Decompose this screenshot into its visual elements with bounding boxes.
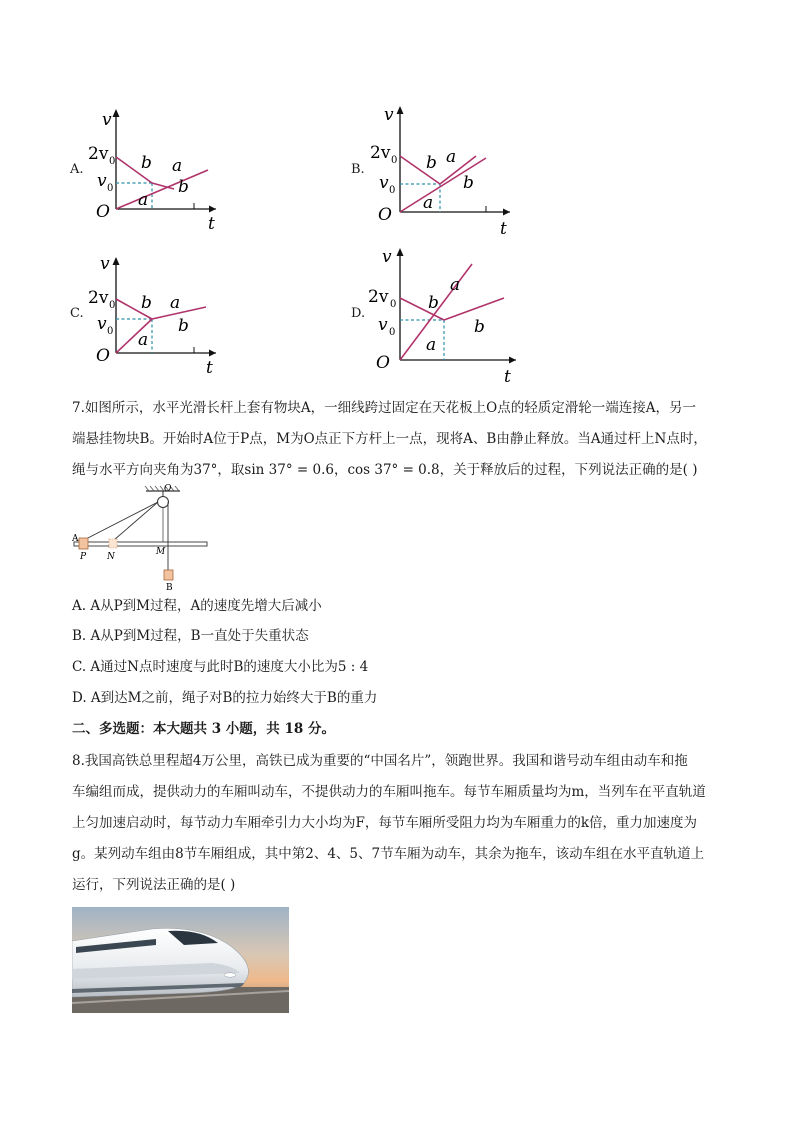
label-A: A [72,534,79,544]
curve-label-a-upper: a [170,293,181,313]
q8-line-4: g。某列动车组由8节车厢组成，其中第2、4、5、7节车厢为动车，其余为拖车，该动车组在水平直轨道上 [72,846,705,862]
q8-line-3: 上匀加速启动时，每节动力车厢牵引力大小均为F，每节车厢所受阻力均为车厢重力的k倍，重力加速度为 [72,815,698,831]
t-axis-arrow [503,209,510,216]
label-t: t [500,219,507,239]
label-t: t [504,367,511,387]
label-v: v [100,254,110,274]
t-axis-arrow [209,206,216,213]
label-origin: O [96,346,110,366]
label-origin: O [378,205,392,225]
graph-option-b [370,100,520,240]
graph-option-d [368,242,528,387]
curve-label-b-upper: b [141,293,152,313]
curve-label-a-lower: a [138,190,149,210]
label-2v: 2v [88,144,109,164]
label-2v-sub: 0 [109,300,116,311]
block-A [79,538,88,549]
label-v: v [384,105,394,125]
curve-label-a-upper: a [450,275,461,295]
train-headlight [224,973,236,977]
label-P: P [80,552,87,562]
curve-label-a-lower: a [423,193,434,213]
q7-line-1: 7.如图所示，水平光滑长杆上套有物块A，一细线跨过固定在天花板上O点的轻质定滑轮一端连接A，另一 [72,400,696,416]
q7-option-a: A. A从P到M过程，A的速度先增大后减小 [72,598,322,614]
v-axis-arrow [113,109,120,117]
label-origin: O [96,202,110,222]
q7-option-b: B. A从P到M过程，B一直处于失重状态 [72,628,309,644]
pulley [158,497,169,508]
label-v0: v [97,171,107,191]
label-v0-sub: 0 [107,326,114,337]
label-N: N [107,552,115,562]
label-v0: v [379,173,389,193]
curve-label-b-upper: b [428,293,439,313]
curve-label-a-upper: a [172,156,183,176]
curve-label-b-lower: b [178,316,189,336]
curve-label-b-lower: b [178,177,189,197]
label-O: O [164,484,172,494]
option-c-label: C. [70,306,84,321]
horizontal-rod [74,542,207,546]
q7-line-3: 绳与水平方向夹角为37°，取sin 37° = 0.6，cos 37° = 0.8，关于释放后的过程，下列说法正确的是( ) [72,462,698,478]
q7-line-2: 端悬挂物块B。开始时A位于P点，M为O点正下方杆上一点，现将A、B由静止释放。当A通过杆上N点时， [72,431,707,447]
label-M: M [156,547,166,557]
curve-label-a-lower: a [426,335,437,355]
label-t: t [206,358,213,378]
block-A-ghost [109,539,117,548]
t-axis-arrow [209,350,216,357]
label-v0-sub: 0 [389,327,396,338]
q7-pulley-diagram [70,482,215,593]
option-a-label: A. [70,162,84,177]
q7-option-d: D. A到达M之前，绳子对B的拉力始终大于B的重力 [72,690,378,706]
block-B [164,570,173,580]
q8-line-2: 车编组而成，提供动力的车厢叫动车，不提供动力的车厢叫拖车。每节车厢质量均为m，当列车在平直轨道 [72,784,706,800]
t-axis-arrow [509,357,516,364]
label-t: t [208,214,215,234]
label-B: B [166,583,173,593]
label-v0: v [97,314,107,334]
label-v0: v [378,315,388,335]
label-v: v [382,247,392,267]
section-2-heading: 二、多选题：本大题共 3 小题，共 18 分。 [72,721,335,737]
curve-label-a-upper: a [446,147,457,167]
high-speed-train-image [72,907,289,1013]
label-2v: 2v [370,143,391,163]
label-2v-sub: 0 [109,156,116,167]
option-b-label: B. [351,162,365,177]
curve-label-a-lower: a [138,330,149,350]
label-2v: 2v [88,288,109,308]
label-v: v [102,110,112,130]
label-2v: 2v [368,287,389,307]
v-axis-arrow [397,106,404,114]
label-v0-sub: 0 [107,183,114,194]
q8-line-5: 运行，下列说法正确的是( ) [72,877,236,893]
v-axis-arrow [397,248,404,256]
label-2v-sub: 0 [390,299,397,310]
label-origin: O [376,353,390,373]
option-d-label: D. [351,306,366,321]
graph-option-c [88,253,228,383]
curve-label-b-upper: b [426,153,437,173]
label-2v-sub: 0 [391,155,398,166]
curve-label-b-lower: b [474,317,485,337]
v-axis-arrow [113,257,120,265]
curve-label-b-lower: b [463,173,474,193]
curve-label-b-upper: b [141,153,152,173]
q7-option-c: C. A通过N点时速度与此时B的速度大小比为5 : 4 [72,659,369,675]
label-v0-sub: 0 [389,185,396,196]
q8-line-1: 8.我国高铁总里程超4万公里，高铁已成为重要的“中国名片”，领跑世界。我国和谐号动车组由动车和拖 [72,753,688,769]
graph-option-a [88,105,228,235]
